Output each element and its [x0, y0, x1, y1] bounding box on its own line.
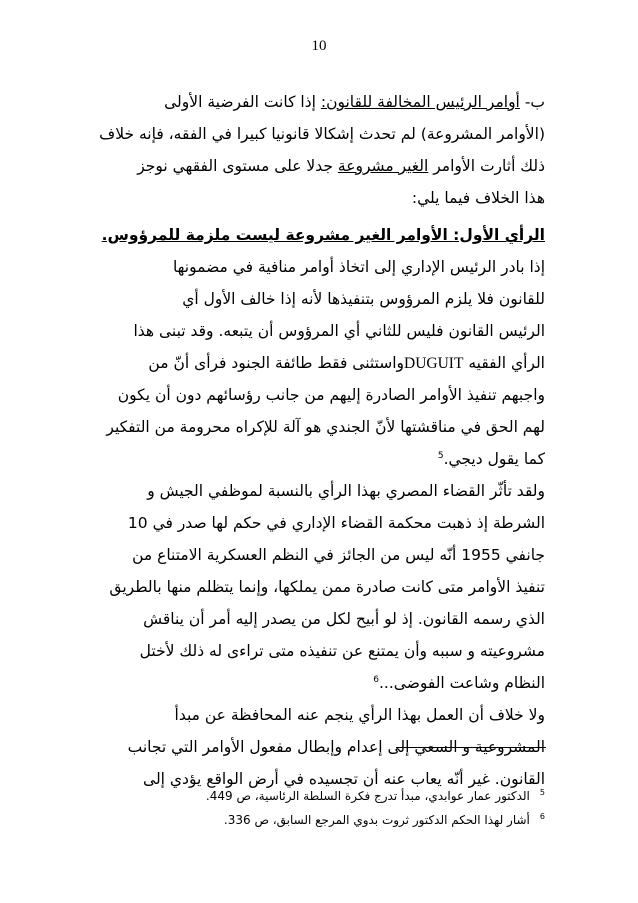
latin-name: DUGUIT — [404, 355, 464, 372]
text-line: ولا خلاف أن العمل بهذا الرأي ينجم عنه المحافظة عن مبدأ — [174, 706, 545, 724]
text-segment: كما يقول ديجي. — [443, 450, 545, 468]
text-segment: جدلا على مستوى الفقهي نوجز — [137, 157, 338, 175]
footnote-ref: 6 — [373, 674, 379, 685]
text-segment: واستثنى فقط طائفة الجنود فرأى أنّ من — [148, 354, 405, 372]
page-number: 10 — [311, 38, 327, 54]
footnote — [150, 784, 545, 808]
footnotes — [150, 784, 545, 832]
text-segment: الرأي الفقيه — [463, 354, 545, 372]
text-segment: ذلك أثارت الأوامر — [428, 157, 545, 175]
text-line: هذا الخلاف فيما يلي: — [411, 189, 545, 207]
text-line: تنفيذ الأوامر متى كانت صادرة ممن يملكها، وإنما يتظلم منها بالطريق — [109, 578, 545, 596]
text-line: (الأوامر المشروعة) لم تحدث إشكالا قانونيا كبيرا في الفقه، فإنه خلاف — [99, 125, 545, 143]
text-line: لهم الحق في مناقشتها لأنّ الجندي هو آلة للإكراه محرومة من التفكير — [106, 418, 545, 436]
text-line — [96, 150, 545, 182]
footnote-text: أشار لهذا الحكم الدكتور ثروت بدوي المرجع السابق، ص 336. — [223, 813, 530, 827]
footnote-text: الدكتور عمار عوابدي، مبدأ تدرج فكرة السلطة الرئاسية، ص 449. — [205, 789, 530, 803]
subheading-label: الرأي الأول: — [453, 226, 545, 244]
text-line: مشروعيته و سببه وأن يمتنع عن تنفيذه متى تراءى له ذلك لأختل — [139, 642, 545, 660]
text-line — [96, 347, 545, 379]
text-line: الذي رسمه القانون. إذ لو أبيح لكل من يصدر إليه أمر أن يناقش — [143, 610, 545, 628]
section-marker: ب- — [524, 93, 545, 111]
section-heading: أوامر الرئيس المخالفة للقانون: — [320, 93, 520, 111]
text-line: القانون. غير أنّه يعاب عنه أن تجسيده في أرض الواقع يؤدي إلى — [143, 770, 545, 788]
underlined-term: الغير مشروعة — [337, 157, 429, 175]
first-opinion-heading — [96, 219, 545, 251]
footnote-divider — [396, 747, 546, 748]
text-segment: النظام وشاعت الفوضى... — [379, 674, 545, 692]
footnote — [150, 808, 545, 832]
text-line: إذا بادر الرئيس الإداري إلى اتخاذ أوامر منافية في مضمونها — [172, 258, 545, 276]
text-line: جانفي 1955 أنّه ليس من الجائز في النظم العسكرية الامتناع من — [132, 546, 545, 564]
subheading-text: الأوامر الغير مشروعة ليست ملزمة للمرؤوس. — [101, 226, 454, 244]
section-b-heading-line — [96, 86, 545, 118]
text-line — [96, 443, 545, 475]
text-line: الرئيس القانون فليس للثاني أي المرؤوس أن يتبعه. وقد تبنى هذا — [133, 322, 545, 340]
text-line: واجبهم تنفيذ الأوامر الصادرة إليهم من جانب رؤسائهم دون أن يكون — [117, 386, 545, 404]
footnote-number: 5 — [539, 788, 545, 797]
text-line: الشرطة إذ ذهبت محكمة القضاء الإداري في حكم لها صدر في 10 — [127, 514, 545, 532]
document-body — [96, 86, 545, 795]
text-line — [96, 667, 545, 699]
footnote-number: 6 — [539, 812, 545, 821]
text-line: المشروعية و السعي إلى إعدام وإبطال مفعول الأوامر التي تجانب — [127, 738, 545, 756]
footnote-ref: 5 — [437, 450, 444, 461]
text-line: ولقد تأثّر القضاء المصري بهذا الرأي بالنسبة لموظفي الجيش و — [147, 482, 545, 500]
text-segment: إذا كانت الفرضية الأولى — [164, 93, 316, 111]
text-line: للقانون فلا يلزم المرؤوس بتنفيذها لأنه إذا خالف الأول أي — [182, 290, 545, 308]
